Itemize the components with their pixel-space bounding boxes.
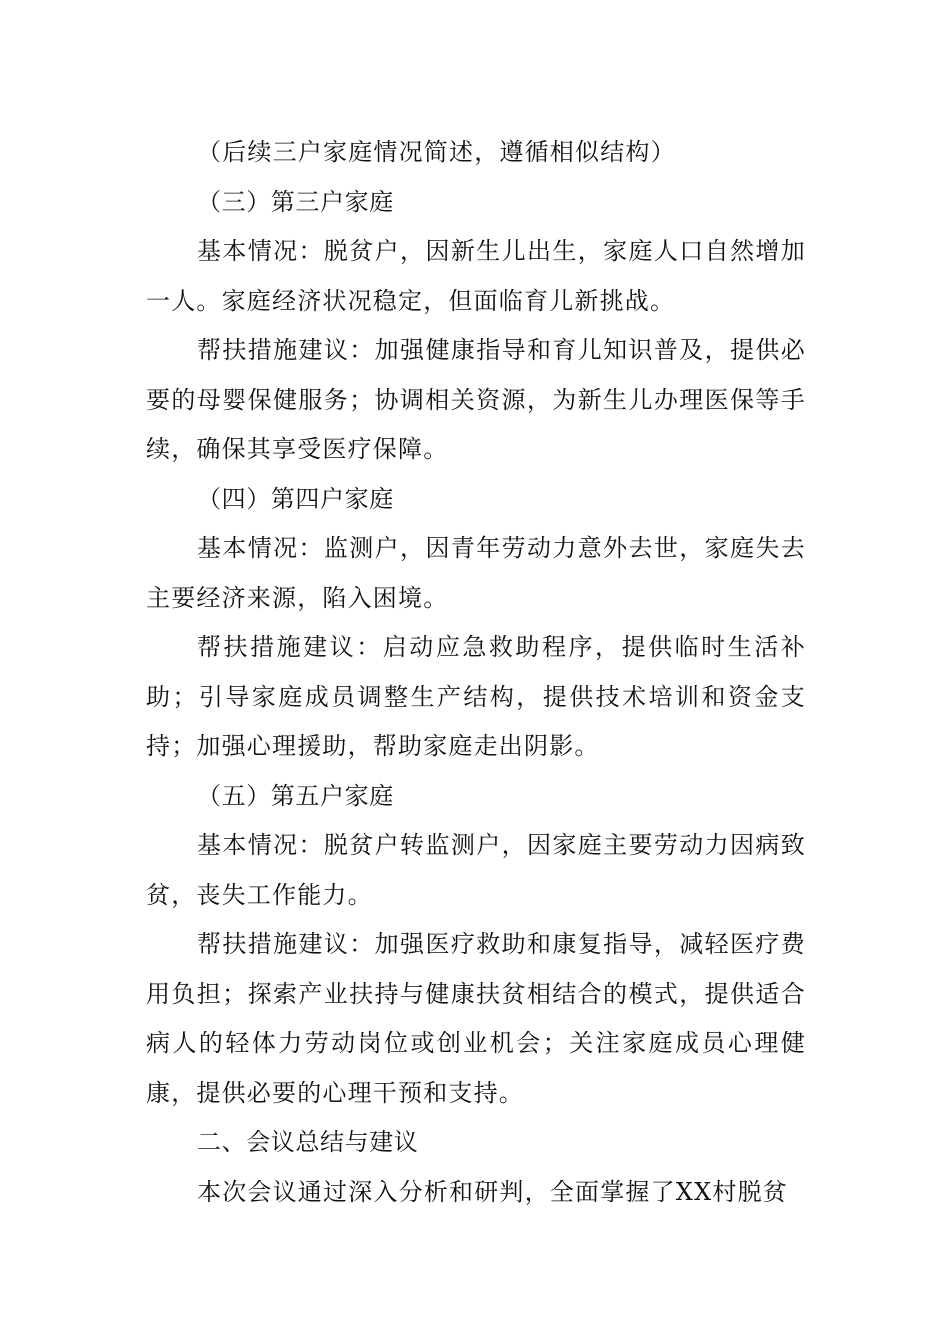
section-heading-family-3: （三）第三户家庭 bbox=[197, 187, 394, 216]
section-heading-family-5: （五）第五户家庭 bbox=[197, 781, 394, 810]
family-3-basic-info: 基本情况：脱贫户，因新生儿出生，家庭人口自然增加一人。家庭经济状况稳定，但面临育儿新挑战。 bbox=[146, 237, 806, 315]
family-4-basic-info: 基本情况：监测户，因青年劳动力意外去世，家庭失去主要经济来源，陷入困境。 bbox=[146, 534, 806, 612]
intro-note: （后续三户家庭情况简述，遵循相似结构） bbox=[197, 138, 676, 166]
family-5-measures: 帮扶措施建议：加强医疗救助和康复指导，减轻医疗费用负担；探索产业扶持与健康扶贫相结合的模式，提供适合病人的轻体力劳动岗位或创业机会；关注家庭成员心理健康，提供必要的心理干预和支持。 bbox=[146, 930, 806, 1107]
family-3-measures: 帮扶措施建议：加强健康指导和育儿知识普及，提供必要的母婴保健服务；协调相关资源，为新生儿办理医保等手续，确保其享受医疗保障。 bbox=[146, 336, 806, 463]
section-heading-summary: 二、会议总结与建议 bbox=[197, 1128, 419, 1156]
document-body bbox=[146, 128, 806, 1217]
family-5-basic-info: 基本情况：脱贫户转监测户，因家庭主要劳动力因病致贫，丧失工作能力。 bbox=[146, 831, 806, 909]
section-heading-family-4: （四）第四户家庭 bbox=[197, 484, 394, 513]
family-4-measures: 帮扶措施建议：启动应急救助程序，提供临时生活补助；引导家庭成员调整生产结构，提供技术培训和资金支持；加强心理援助，帮助家庭走出阴影。 bbox=[146, 633, 806, 760]
summary-paragraph: 本次会议通过深入分析和研判，全面掌握了XX村脱贫 bbox=[197, 1177, 788, 1206]
